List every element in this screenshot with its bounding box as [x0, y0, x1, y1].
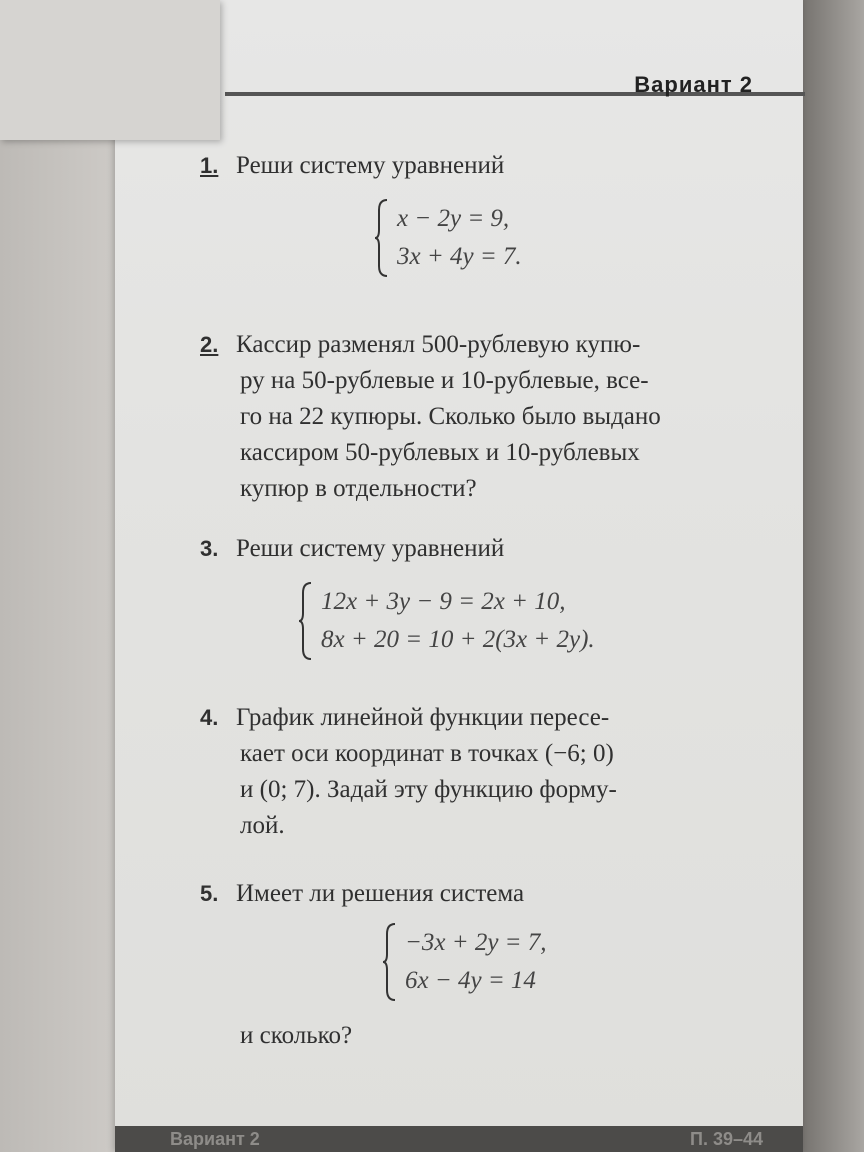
problem-line: График линейной функции пересе-	[236, 704, 610, 731]
brace-icon	[383, 922, 397, 1002]
problem-number: 3.	[200, 536, 219, 561]
variant-heading: Вариант 2	[634, 72, 753, 97]
problem-number: 1.	[200, 153, 219, 178]
textbook-page	[115, 0, 803, 1152]
background-right	[794, 0, 864, 1152]
equation-line: 8x + 20 = 10 + 2(3x + 2y).	[321, 626, 595, 653]
problem-3	[200, 531, 760, 567]
problem-line: кассиром 50-рублевых и 10-рублевых	[240, 439, 640, 466]
problem-line: го на 22 купюры. Сколько было выдано	[240, 403, 661, 430]
footer-section: П. 39–44	[690, 1129, 763, 1149]
problem-line: Кассир разменял 500-рублевую купю-	[236, 331, 641, 358]
previous-page-corner	[0, 0, 220, 140]
problem-line: ру на 50-рублевые и 10-рублевые, все-	[240, 367, 649, 394]
problem-number: 5.	[200, 881, 219, 906]
equation-system-3	[321, 583, 595, 659]
equation-line: −3x + 2y = 7,	[405, 929, 547, 956]
problem-2	[200, 327, 760, 507]
brace-icon	[375, 198, 389, 278]
problem-line: купюр в отдельности?	[240, 475, 477, 502]
equation-line: 6x − 4y = 14	[405, 967, 536, 994]
equation-system-1	[397, 200, 522, 276]
equation-line: x − 2y = 9,	[397, 205, 510, 232]
equation-system-5	[405, 924, 547, 1000]
problem-number: 2.	[200, 332, 219, 357]
equation-line: 12x + 3y − 9 = 2x + 10,	[321, 588, 566, 615]
background-left	[0, 0, 130, 1152]
problem-line: кает оси координат в точках (−6; 0)	[240, 740, 614, 767]
problem-5-tail: и сколько?	[240, 1022, 353, 1049]
problem-4	[200, 700, 760, 844]
problem-text: Реши систему уравнений	[236, 535, 505, 562]
problem-number: 4.	[200, 705, 219, 730]
equation-line: 3x + 4y = 7.	[397, 243, 522, 270]
problem-line: лой.	[240, 812, 285, 839]
problem-text: Реши систему уравнений	[236, 152, 505, 179]
page-footer	[115, 1126, 803, 1152]
footer-variant: Вариант 2	[170, 1129, 260, 1149]
problem-text: Имеет ли решения система	[236, 880, 525, 907]
brace-icon	[299, 581, 313, 661]
problem-line: и (0; 7). Задай эту функцию форму-	[240, 776, 617, 803]
problem-5	[200, 876, 760, 912]
problem-1	[200, 148, 760, 184]
